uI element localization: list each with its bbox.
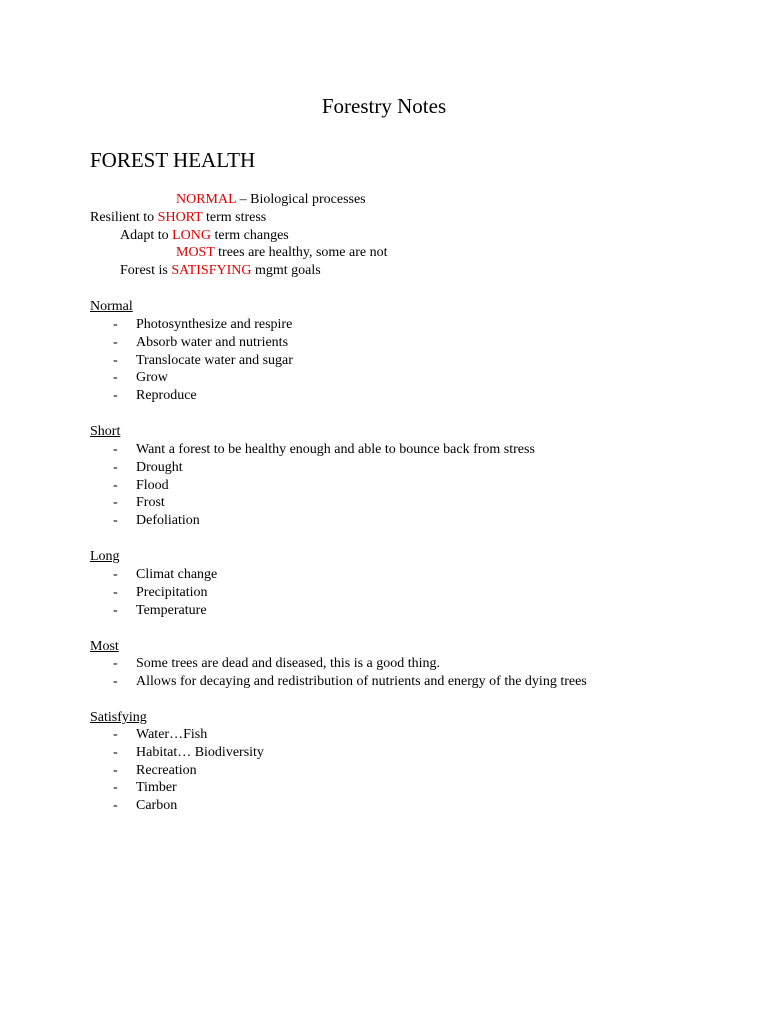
keyword-satisfying: SATISFYING xyxy=(171,263,252,278)
definition-line-satisfying: Forest is SATISFYING mgmt goals xyxy=(120,263,321,278)
definition-line-normal: NORMAL – Biological processes xyxy=(176,192,366,207)
section-title-satisfying: Satisfying xyxy=(90,710,147,725)
section-heading: FOREST HEALTH xyxy=(90,148,256,172)
keyword-long: LONG xyxy=(172,228,211,243)
document-title: Forestry Notes xyxy=(321,94,447,118)
keyword-most: MOST xyxy=(176,245,215,260)
section-title-normal: Normal xyxy=(90,299,133,314)
section-title-short: Short xyxy=(90,424,121,439)
section-title-most: Most xyxy=(90,639,119,654)
document-page: Forestry Notes FOREST HEALTH NORMAL – Biological processes Resilient to SHORT term stress Adapt to LONG term changes MOST trees are healthy, some are not Forest is SATISFYING mgmt goals Normal - Photosynthesize and respire - Absorb water and nutrients - Translocate water and sugar - Grow - Reproduce Short - Want a forest to be healthy enough and able to bounce back from stress - Drought - Flood - Frost - Defoliation Long - Climat change - Precipitation - Temperature Most - Some trees are dead and diseased, this is a good thing. - Allows for decaying and redistribution of nutrients and energy of the dying trees Satisfying - Water…Fish - Habitat… Biodiversity - Recreation - Timber - Carbon xyxy=(0,0,768,1024)
definition-line-most: MOST trees are healthy, some are not xyxy=(176,245,388,260)
definition-line-long: Adapt to LONG term changes xyxy=(120,228,289,243)
definition-line-short: Resilient to SHORT term stress xyxy=(90,210,267,225)
keyword-normal: NORMAL xyxy=(176,192,237,207)
keyword-short: SHORT xyxy=(157,210,203,225)
section-title-long: Long xyxy=(90,549,120,564)
